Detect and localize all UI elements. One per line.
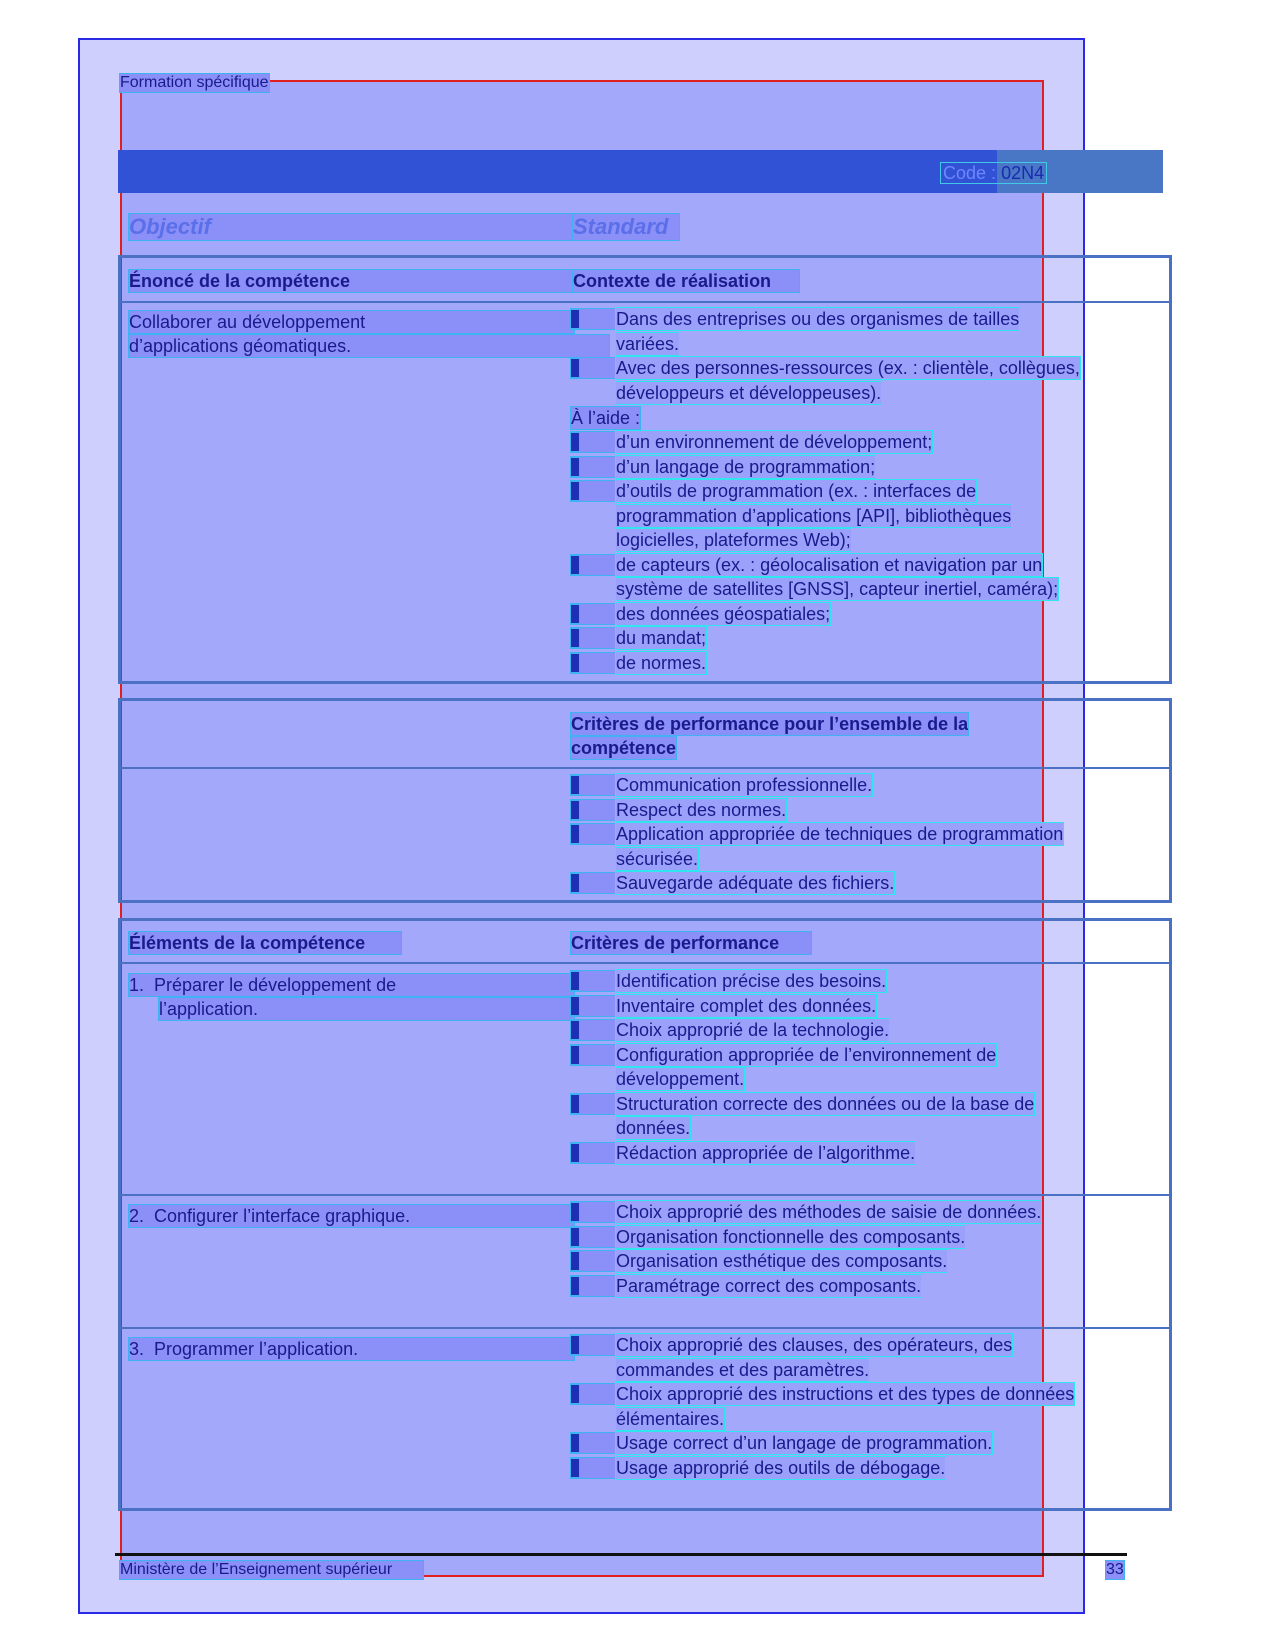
criteres-ensemble-title: compétence: [571, 738, 677, 758]
a-laide-label: À l’aide :: [571, 408, 641, 428]
aide-item: de capteurs (ex. : géolocalisation et navigation par un: [616, 554, 1043, 575]
critere-item: Structuration correcte des données ou de la base de: [616, 1093, 1035, 1114]
aide-item: de normes.: [616, 652, 707, 673]
bullet-dot-icon: [571, 1252, 579, 1270]
contexte-item: développeurs et développeuses).: [616, 382, 882, 403]
element-text: Préparer le développement de: [154, 975, 397, 995]
footer-page-number: 33: [1106, 1561, 1124, 1578]
bullet-dot-icon: [571, 1385, 579, 1403]
bullet-dot-icon: [571, 482, 579, 500]
standard-heading: Standard: [573, 214, 679, 240]
critere-item: Rédaction appropriée de l’algorithme.: [616, 1142, 916, 1163]
element-text: Programmer l’application.: [154, 1339, 359, 1359]
bullet-dot-icon: [571, 1095, 579, 1113]
bullet-dot-icon: [571, 825, 579, 843]
bullet-dot-icon: [571, 359, 579, 377]
critere-item: commandes et des paramètres.: [616, 1359, 870, 1380]
bullet-dot-icon: [571, 433, 579, 451]
bullet-dot-icon: [571, 1277, 579, 1295]
aide-item: d’outils de programmation (ex. : interfaces de: [616, 481, 977, 501]
table-divider: [118, 767, 1172, 769]
bullet-dot-icon: [571, 1336, 579, 1354]
enonce-text: d’applications géomatiques.: [129, 335, 609, 357]
bullet-dot-icon: [571, 605, 579, 623]
element-text: Configurer l’interface graphique.: [154, 1206, 411, 1226]
critere-item: Paramétrage correct des composants.: [616, 1275, 922, 1296]
element-2: [129, 1205, 574, 1227]
code-label-text: Code :: [943, 163, 997, 183]
critere-item: données.: [616, 1118, 691, 1138]
critere-item: Choix approprié de la technologie.: [616, 1020, 890, 1040]
bullet-dot-icon: [571, 972, 579, 990]
footer-rule: [115, 1553, 1127, 1556]
bullet-dot-icon: [571, 874, 579, 892]
critere-item: développement.: [616, 1069, 745, 1089]
enonce-text: Collaborer au développement: [129, 311, 574, 333]
critere-item: Configuration appropriée de l’environnement de: [616, 1044, 997, 1065]
aide-item: des données géospatiales;: [616, 603, 831, 624]
code-value: 02N4: [1001, 163, 1045, 183]
critere-item: Identification précise des besoins.: [616, 971, 887, 991]
header-small-label: Formation spécifique: [120, 74, 269, 91]
table-divider: [118, 962, 1172, 964]
element-1: [129, 974, 574, 996]
aide-item: d’un langage de programmation;: [616, 456, 876, 477]
critere-item: Choix approprié des instructions et des types de données: [616, 1384, 1075, 1404]
critere-item: Choix approprié des clauses, des opérateurs, des: [616, 1335, 1013, 1355]
aide-item: système de satellites [GNSS], capteur inertiel, caméra);: [616, 579, 1059, 599]
bullet-dot-icon: [571, 997, 579, 1015]
element-3: [129, 1338, 574, 1360]
element-1-cont: l’application.: [159, 998, 574, 1020]
bullet-dot-icon: [571, 1046, 579, 1064]
critere-item: Choix approprié des méthodes de saisie de données.: [616, 1202, 1042, 1222]
criteres-ensemble-title: Critères de performance pour l’ensemble de la: [571, 714, 969, 734]
table-divider: [118, 1327, 1172, 1329]
elements-title: Éléments de la compétence: [129, 932, 401, 954]
bullet-dot-icon: [571, 1434, 579, 1452]
bullet-dot-icon: [571, 1021, 579, 1039]
element-number: 3.: [129, 1339, 145, 1359]
critere-ensemble-item: sécurisée.: [616, 848, 699, 869]
contexte-item: variées.: [616, 333, 680, 354]
critere-item: Organisation esthétique des composants.: [616, 1251, 948, 1271]
critere-ensemble-item: Sauvegarde adéquate des fichiers.: [616, 873, 895, 893]
criteres-title: Critères de performance: [571, 932, 811, 954]
footer-ministere: Ministère de l’Enseignement supérieur: [120, 1561, 423, 1579]
critere-ensemble-item: Respect des normes.: [616, 799, 787, 820]
bullet-dot-icon: [571, 801, 579, 819]
critere-item: Organisation fonctionnelle des composants.: [616, 1226, 966, 1247]
critere-ensemble-item: Communication professionnelle.: [616, 775, 873, 795]
table-divider: [118, 1194, 1172, 1196]
critere-item: Usage approprié des outils de débogage.: [616, 1457, 946, 1478]
element-number: 1.: [129, 975, 145, 995]
aide-item: logicielles, plateformes Web);: [616, 530, 851, 550]
aide-item: programmation d’applications [API], bibliothèques: [616, 505, 1012, 526]
critere-item: Usage correct d’un langage de programmation.: [616, 1433, 993, 1453]
bullet-dot-icon: [571, 556, 579, 574]
critere-item: élémentaires.: [616, 1408, 725, 1429]
bullet-dot-icon: [571, 310, 579, 328]
bullet-dot-icon: [571, 776, 579, 794]
critere-ensemble-item: Application appropriée de techniques de programmation: [616, 824, 1064, 844]
aide-item: du mandat;: [616, 628, 707, 648]
code-label: [941, 163, 1046, 183]
enonce-title: Énoncé de la compétence: [129, 270, 574, 292]
critere-item: Inventaire complet des données.: [616, 995, 877, 1016]
objectif-heading: Objectif: [129, 214, 574, 240]
element-number: 2.: [129, 1206, 145, 1226]
aide-item: d’un environnement de développement;: [616, 432, 933, 452]
contexte-title: Contexte de réalisation: [573, 270, 799, 292]
bullet-dot-icon: [571, 1203, 579, 1221]
bullet-dot-icon: [571, 654, 579, 672]
bullet-dot-icon: [571, 629, 579, 647]
bullet-dot-icon: [571, 1228, 579, 1246]
bullet-dot-icon: [571, 458, 579, 476]
table-divider: [118, 301, 1172, 303]
bullet-dot-icon: [571, 1144, 579, 1162]
contexte-item: Avec des personnes-ressources (ex. : clientèle, collègues,: [616, 358, 1080, 378]
bullet-dot-icon: [571, 1459, 579, 1477]
contexte-item: Dans des entreprises ou des organismes de tailles: [616, 309, 1020, 329]
